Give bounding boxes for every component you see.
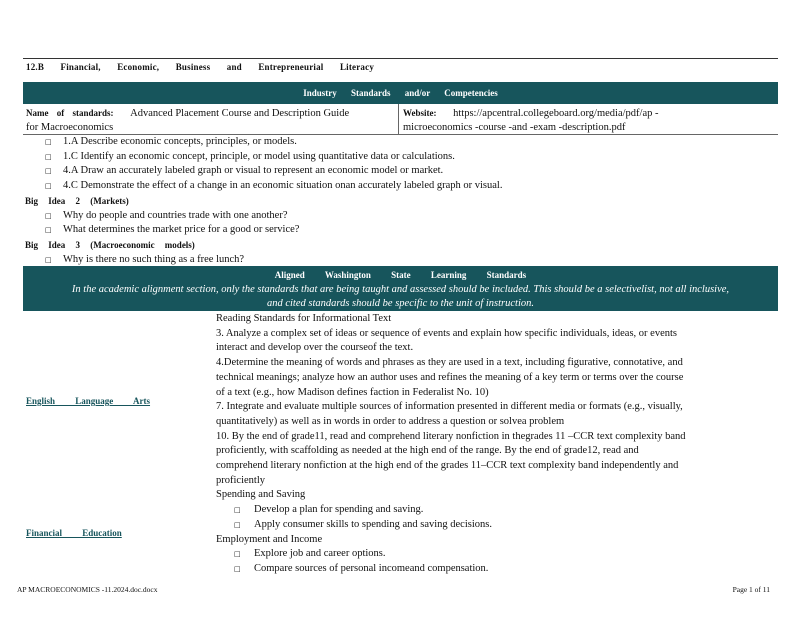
ela-line: interact and develop over the courseof the text. — [216, 342, 414, 354]
bullet-icon: □ — [45, 226, 52, 235]
standard-name-label: Name of standards: — [26, 108, 114, 118]
website-link[interactable]: https://apcentral.collegeboard.org/media/pdf/ap - — [453, 108, 659, 119]
website-cell — [403, 106, 773, 135]
list-item: □ Explore job and career options. — [216, 547, 776, 562]
ela-line: 7. Integrate and evaluate multiple sources of information presented in different media or formats (e.g., visually, — [216, 401, 683, 413]
ela-line: proficiently — [216, 474, 265, 486]
ela-line: Reading Standards for Informational Text — [216, 313, 392, 324]
industry-standards-header: Industry Standards and/or Competencies — [23, 82, 778, 104]
bullet-icon: □ — [45, 152, 52, 161]
bullet-icon: □ — [234, 506, 241, 515]
bullet-icon: □ — [45, 182, 52, 191]
top-border — [23, 58, 778, 59]
footer-page-number: Page 1 of 11 — [732, 585, 770, 594]
list-item: □ What determines the market price for a good or service? — [45, 223, 502, 238]
aligned-standards-content — [216, 312, 776, 577]
ela-label: English Language Arts — [26, 396, 151, 406]
employment-title: Employment and Income — [216, 533, 323, 545]
cell-divider — [398, 104, 399, 134]
website-link-2[interactable]: microeconomics -course -and -exam -description.pdf — [403, 122, 626, 133]
ela-line: quantitatively) as well as in words in order to address a question or solvea problem — [216, 415, 565, 427]
bullet-icon: □ — [234, 564, 241, 573]
standard-name-value-2: for Macroeconomics — [26, 122, 114, 133]
list-item: □ 4.C Demonstrate the effect of a change in an economic situation onan accurately labeled graph or visual. — [45, 179, 502, 194]
ela-line: 10. By the end of grade11, read and comprehend literary nonfiction in thegrades 11 –CCR text complexity band — [216, 430, 686, 442]
list-item: □ Develop a plan for spending and saving. — [216, 503, 776, 518]
aligned-standards-note-2: and cited standards should be specific to the unit of instruction. — [266, 297, 535, 309]
bullet-icon: □ — [234, 520, 241, 529]
bullet-icon: □ — [45, 167, 52, 176]
list-item: □ 1.A Describe economic concepts, principles, or models. — [45, 135, 502, 150]
standard-name-cell — [26, 106, 396, 135]
bullet-icon: □ — [234, 550, 241, 559]
bullet-icon: □ — [45, 138, 52, 146]
aligned-standards-header — [23, 266, 778, 311]
big-idea-3-label: Big Idea 3 (Macroeconomic models) — [25, 239, 195, 250]
list-item: □ Apply consumer skills to spending and saving decisions. — [216, 518, 776, 533]
standards-row — [23, 104, 778, 135]
list-item: □ Why is there no such thing as a free lunch? — [45, 253, 502, 268]
spending-title: Spending and Saving — [216, 489, 306, 501]
website-label: Website: — [403, 108, 437, 118]
list-item: □ Compare sources of personal incomeand compensation. — [216, 562, 776, 577]
ela-line: 3. Analyze a complex set of ideas or sequence of events and explain how specific individuals, ideas, or events — [216, 327, 677, 339]
big-idea-2-label: Big Idea 2 (Markets) — [25, 195, 129, 206]
standard-name-value: Advanced Placement Course and Description Guide — [130, 108, 350, 119]
list-item: □ 4.A Draw an accurately labeled graph or visual to represent an economic model or market. — [45, 164, 502, 179]
competency-list — [25, 135, 503, 267]
aligned-standards-note-1: In the academic alignment section, only the standards that are being taught and assessed should be included. This should be a selectivelist, not all inclusive, — [71, 284, 730, 295]
ela-line: technical meanings; analyze how an author uses and refines the meaning of a key term or terms over the course — [216, 371, 684, 383]
aligned-standards-title: Aligned Washington State Learning Standards — [274, 270, 527, 280]
financial-education-label: Financial Education — [26, 528, 122, 538]
ela-line: proficiently, with scaffolding as needed at the high end of the range. By the end of grade12, read and — [216, 445, 639, 457]
section-title: 12.B Financial, Economic, Business and Entrepreneurial Literacy — [26, 62, 375, 72]
bullet-icon: □ — [45, 255, 52, 264]
ela-line: 4.Determine the meaning of words and phrases as they are used in a text, including figurative, connotative, and — [216, 357, 683, 369]
list-item: □ Why do people and countries trade with one another? — [45, 209, 502, 224]
ela-line: of a text (e.g., how Madison defines faction in Federalist No. 10) — [216, 386, 489, 398]
list-item: □ 1.C Identify an economic concept, principle, or model using quantitative data or calculations. — [45, 150, 502, 165]
bullet-icon: □ — [45, 211, 52, 220]
ela-line: comprehend literary nonfiction at the high end of the grades 11–CCR text complexity band independently and — [216, 460, 679, 472]
footer-filename: AP MACROECONOMICS -11.2024.doc.docx — [17, 585, 158, 594]
